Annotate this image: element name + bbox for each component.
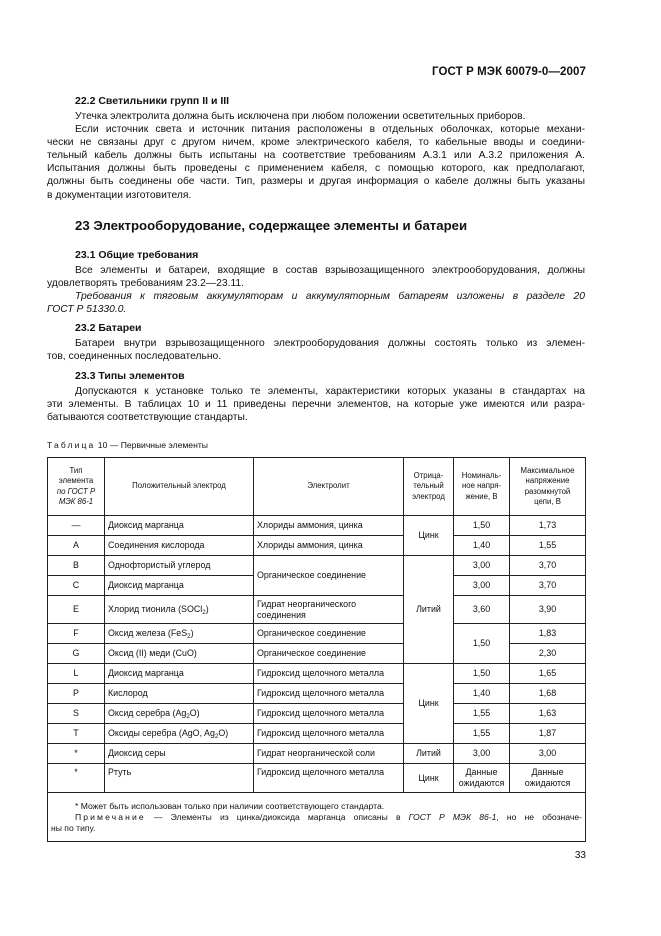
paragraph-23-1 [47,264,585,316]
paragraph-22-2 [47,110,585,202]
cell-negative: Цинк [404,664,454,744]
table-note: Примечание — Элементы из цинка/диоксида марганца описаны в ГОСТ Р МЭК 86-1, но не обозначе- [75,811,582,822]
cell-max: 3,00 [510,744,586,764]
cell-max: 1,65 [510,664,586,684]
cell-electrolyte: Органическое соединение [254,624,404,644]
cell-electrolyte: Гидроксид щелочного металла [254,684,404,704]
paragraph-23-3 [47,385,585,424]
header-electrolyte: Электролит [254,458,404,516]
text-line: удовлетворять требованиям 23.2—23.11. [47,278,245,290]
footnote-asterisk: * Может быть использован только при наличии соответствующего стандарта. [75,800,385,811]
table-row [48,596,586,624]
table-row [48,704,586,724]
cell-type: А [48,536,105,556]
cell-type: F [48,624,105,644]
cell-positive: Ртуть [105,764,254,793]
cell-nominal: 3,00 [454,744,510,764]
table-header-row [48,458,586,516]
note-word: Примечание [75,811,146,822]
text-line: батываются соответствующие стандарты. [47,412,248,424]
cell-negative: Литий [404,744,454,764]
cell-type: * [48,764,105,793]
text-line: тов, соединенных последовательно. [47,351,222,363]
cell-positive: Однофтористый углерод [105,556,254,576]
heading-22-2: 22.2 Светильники групп II и III [75,95,230,107]
cell-max: 3,70 [510,556,586,576]
cell-nominal: 1,40 [454,536,510,556]
cell-positive: Оксид серебра $(Ag_2O)$ [105,704,254,724]
table-row [48,744,586,764]
table-footnote-row [48,793,586,842]
cell-electrolyte: Гидроксид щелочного металла [254,704,404,724]
table-row [48,684,586,704]
cell-nominal: Данные ожидаются [454,764,510,793]
cell-type: Р [48,684,105,704]
text-line: должны быть соединены обе части. Тип, размеры и другая информация о кабеле должны быть указаны [47,176,585,188]
header-nominal-voltage: Номиналь- ное напря- жение, В [454,458,510,516]
cell-max: 3,70 [510,576,586,596]
table-caption-word: Таблица [47,440,96,450]
text-line: Испытания должны быть проведены с применением кабеля, с помощью которого, как предполагают, [47,163,585,175]
cell-electrolyte: Гидроксид щелочного металла [254,724,404,744]
cell-nominal: 1,50 [454,664,510,684]
cell-max: 3,90 [510,596,586,624]
cell-positive: Диоксид марганца [105,576,254,596]
text-line: в документации изготовителя. [47,189,192,201]
cell-max: 1,73 [510,516,586,536]
cell-nominal: 1,55 [454,704,510,724]
table-row [48,556,586,576]
text-line: Все элементы и батареи, входящие в состав взрывозащищенного электрооборудования, должны [75,265,585,276]
cell-max: 1,83 [510,624,586,644]
cell-type: Е [48,596,105,624]
cell-electrolyte: Хлориды аммония, цинка [254,516,404,536]
paragraph-23-2 [47,337,585,363]
table-row [48,536,586,556]
text-line: Допускаются к установке только те элементы, характеристики которых указаны в стандартах на [75,386,585,397]
text-line: Если источник света и источник питания расположены в отдельных оболочках, которые механи- [75,124,585,136]
cell-electrolyte: Органическое соединение [254,644,404,664]
cell-type: S [48,704,105,724]
cell-nominal: 1,50 [454,516,510,536]
table-row [48,516,586,536]
cell-electrolyte: Гидрат неорганической соли [254,744,404,764]
cell-positive: Оксид железа (FeS$_2$) [105,624,254,644]
cell-max: 1,68 [510,684,586,704]
cell-nominal: 1,50 [454,624,510,664]
cell-type: В [48,556,105,576]
cell-positive: Соединения кислорода [105,536,254,556]
table-row [48,724,586,744]
cell-positive: Диоксид марганца [105,664,254,684]
cell-nominal: 3,00 [454,576,510,596]
text-line: эти элементы. В таблицах 10 и 11 приведены перечни элементов, на которые уже имеются или разра- [47,399,585,411]
header-positive-electrode: Положительный электрод [105,458,254,516]
cell-electrolyte: Гидроксид щелочного металла [254,764,404,793]
cell-negative: Цинк [404,516,454,556]
cell-electrolyte: Гидрат неорганического соединения [254,596,404,624]
header-max-voltage: Максимальное напряжение разомкнутой цепи, В [510,458,586,516]
text-line-italic: Требования к тяговым аккумуляторам и аккумуляторным батареям изложены в разделе 20 [75,291,585,303]
cell-max: Данные ожидаются [510,764,586,793]
cell-positive: Оксиды серебра (AgO, $Ag_2O$) [105,724,254,744]
cell-negative: Цинк [404,764,454,793]
header-type: Тип элемента по ГОСТ Р МЭК 86-1 [48,458,105,516]
cell-type: С [48,576,105,596]
cell-positive: Диоксид серы [105,744,254,764]
cell-positive: Хлорид тионила (SOCl$_2$) [105,596,254,624]
cell-electrolyte: Хлориды аммония, цинка [254,536,404,556]
table-caption-text: 10 — Первичные элементы [95,440,208,450]
heading-23-1: 23.1 Общие требования [75,249,199,261]
page-number: 33 [574,850,586,861]
heading-23-2: 23.2 Батареи [75,322,142,334]
cell-type: Т [48,724,105,744]
cell-nominal: 1,55 [454,724,510,744]
cell-max: 1,63 [510,704,586,724]
text-line: тельный кабель должны быть испытаны на соответствие требованиям А.3.1 или А.3.2 приложения А. [47,150,585,162]
cell-type: — [48,516,105,536]
table-row [48,664,586,684]
cell-type: * [48,744,105,764]
document-id: ГОСТ Р МЭК 60079-0—2007 [432,66,586,78]
table-caption [47,440,208,450]
cell-positive: Диоксид марганца [105,516,254,536]
table-row [48,764,586,793]
header-negative-electrode: Отрица- тельный электрод [404,458,454,516]
cell-positive: Кислород [105,684,254,704]
cell-nominal: 1,40 [454,684,510,704]
text-line: Батареи внутри взрывозащищенного электрооборудования должны состоять только из элемен- [75,338,585,349]
cell-type: G [48,644,105,664]
cell-max: 2,30 [510,644,586,664]
table-note-continuation: ны по типу. [51,822,96,833]
heading-23-3: 23.3 Типы элементов [75,370,185,382]
table-row [48,624,586,644]
table-footnotes [48,793,586,842]
cell-type: L [48,664,105,684]
cell-max: 1,55 [510,536,586,556]
cell-nominal: 3,60 [454,596,510,624]
cell-nominal: 3,00 [454,556,510,576]
cell-electrolyte: Гидроксид щелочного металла [254,664,404,684]
cell-max: 1,87 [510,724,586,744]
text-line-italic: ГОСТ Р 51330.0. [47,304,127,316]
cell-positive: Оксид (II) меди (CuO) [105,644,254,664]
text-line: Утечка электролита должна быть исключена при любом положении осветительных приборов. [75,111,526,122]
text-line: чески не связаны друг с другом ничем, кроме электрического кабеля, то кабельные вводы и соедини- [47,137,585,149]
cell-electrolyte: Органическое соединение [254,556,404,596]
heading-23: 23 Электрооборудование, содержащее элементы и батареи [75,218,468,233]
cell-negative: Литий [404,556,454,664]
primary-cells-table [47,457,586,842]
